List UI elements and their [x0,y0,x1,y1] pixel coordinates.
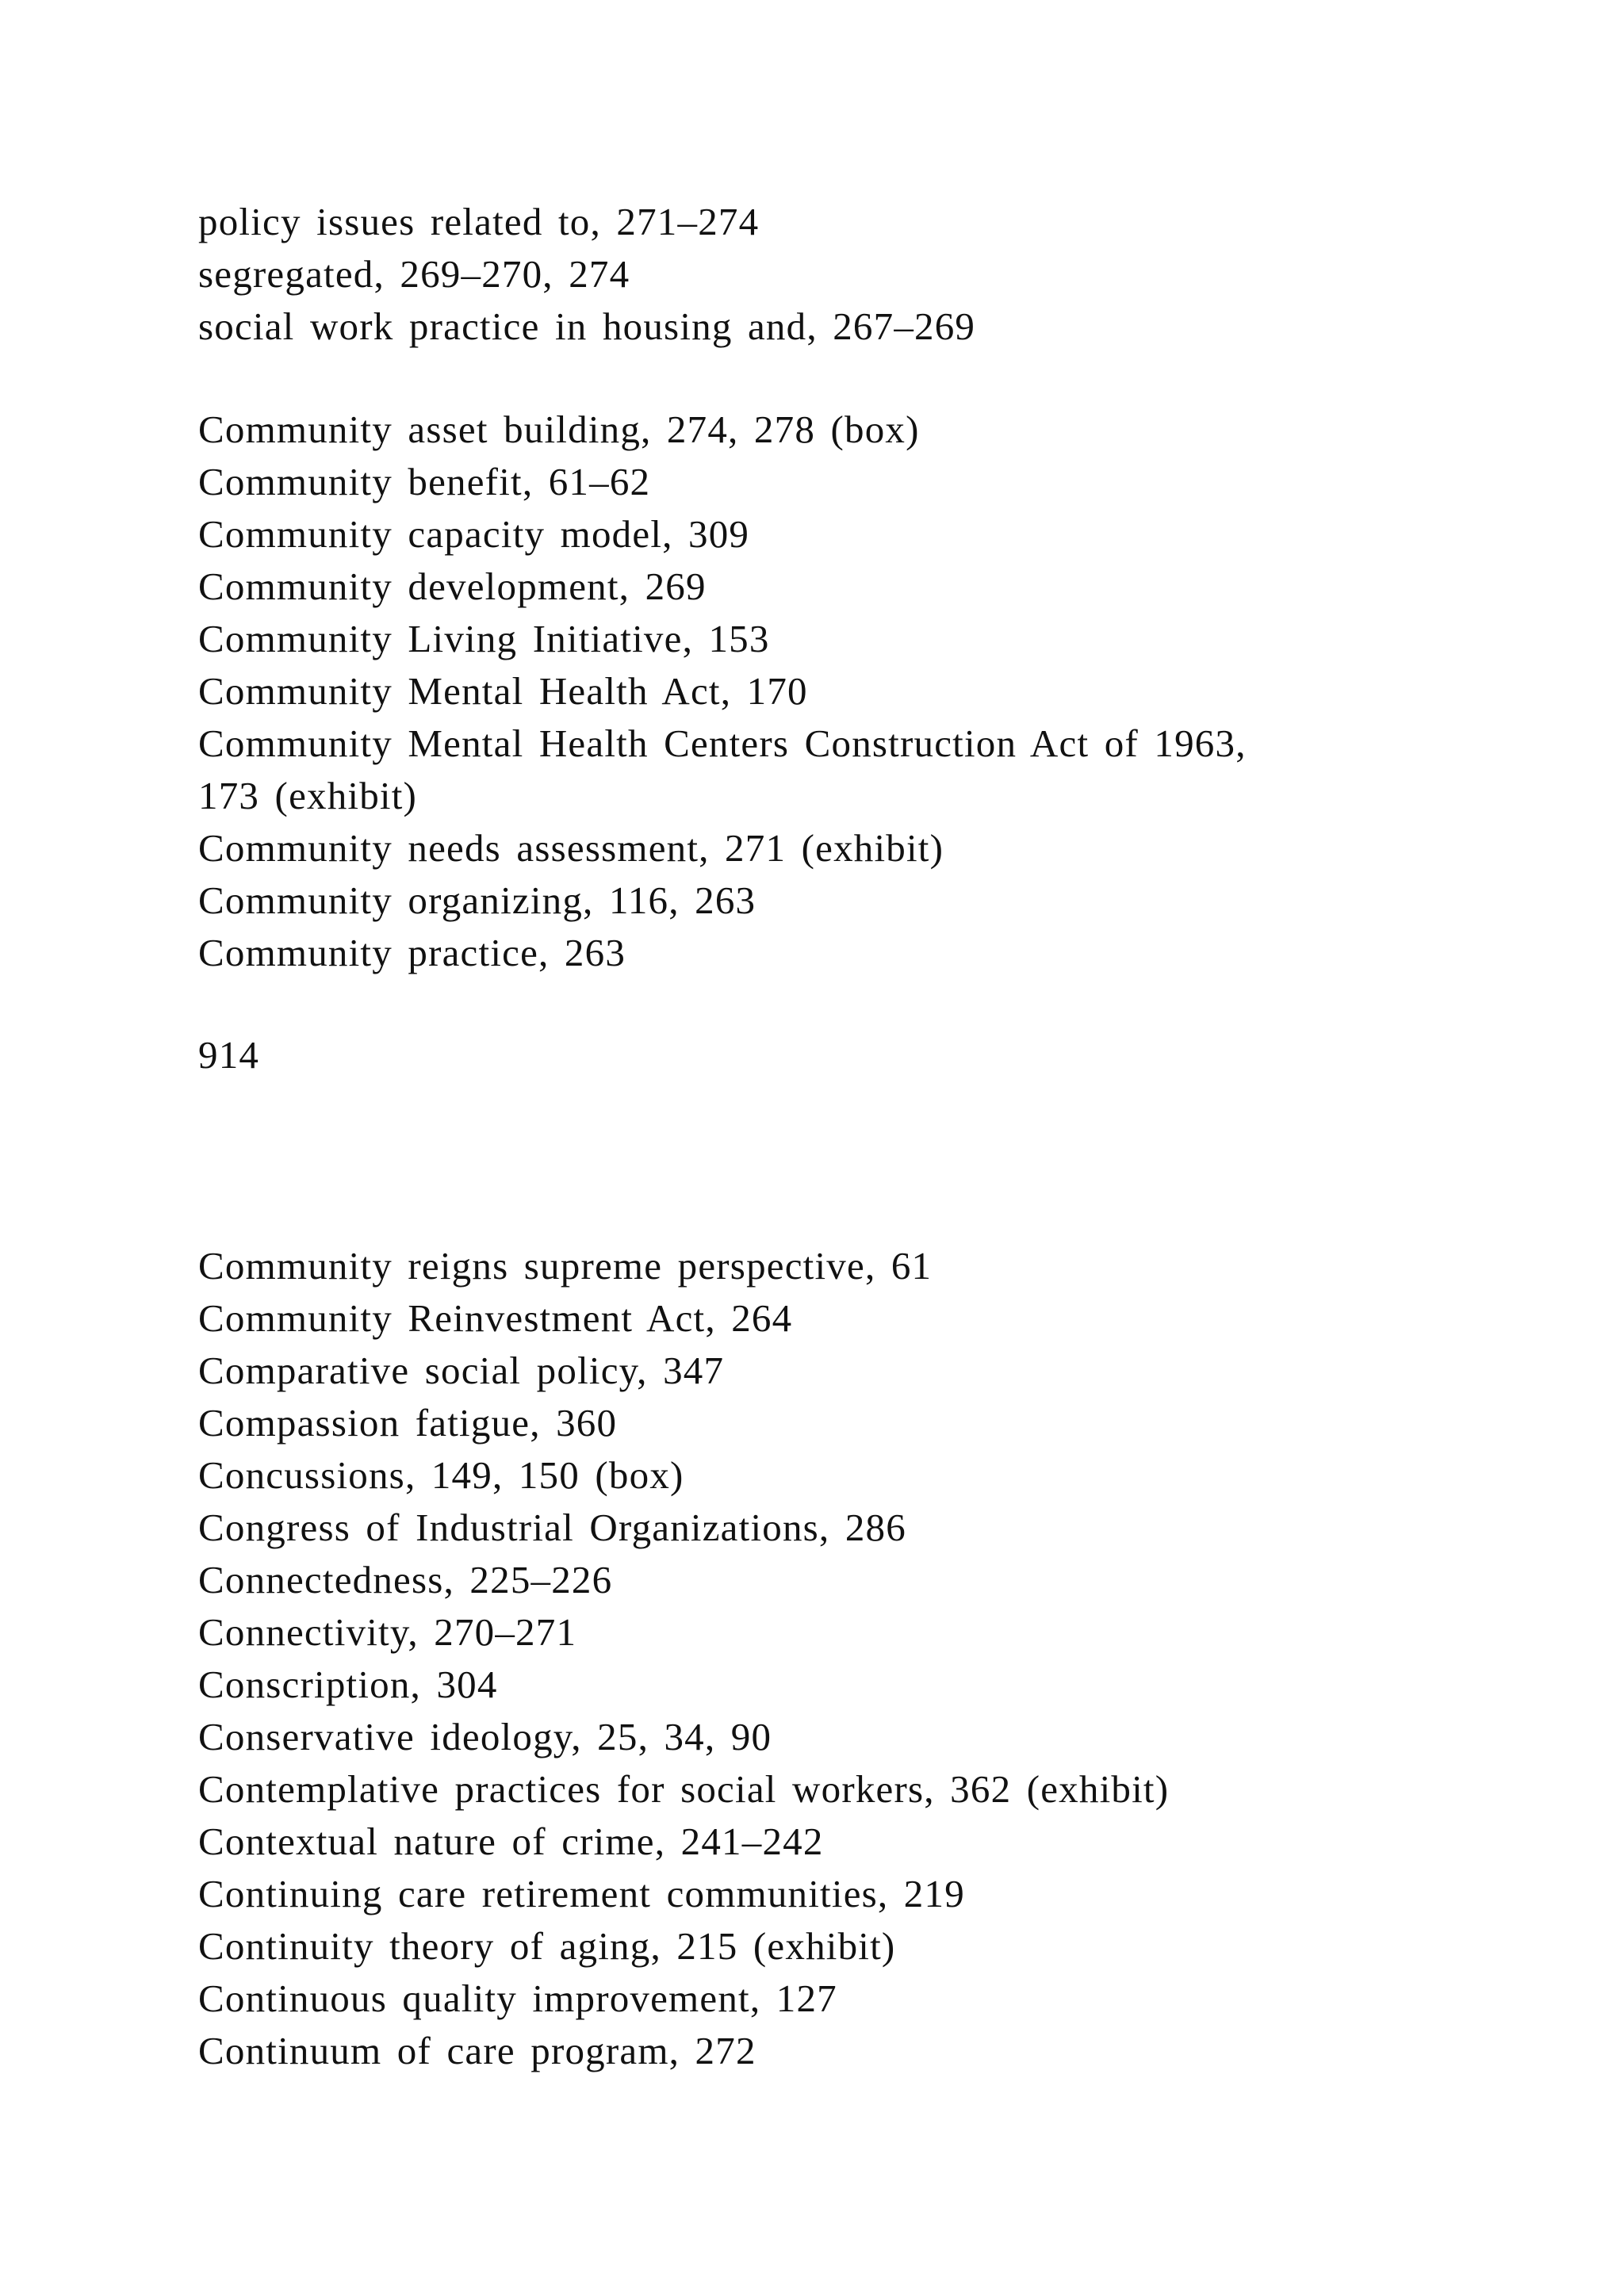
page-number [198,1029,1546,1081]
index-entry: Comparative social policy, 347 [198,1349,725,1392]
index-entry: Continuous quality improvement, 127 [198,1976,837,2020]
index-entry: social work practice in housing and, 267–269 [198,304,976,348]
index-entry: Community Reinvestment Act, 264 [198,1296,793,1340]
index-entry: Community Mental Health Centers Construction Act of 1963, [198,721,1247,765]
index-entry: Contextual nature of crime, 241–242 [198,1820,824,1863]
index-entry: Community Living Initiative, 153 [198,617,770,660]
index-entry: Community practice, 263 [198,931,626,974]
index-entry: Contemplative practices for social workers, 362 (exhibit) [198,1767,1170,1811]
index-block-continuation [198,196,1546,353]
index-block-community [198,404,1546,979]
index-entry: Concussions, 149, 150 (box) [198,1453,684,1497]
index-entry: Community reigns supreme perspective, 61 [198,1244,933,1288]
index-entry: Conscription, 304 [198,1663,498,1706]
index-block-com-con [198,1240,1546,2077]
index-entry: Continuum of care program, 272 [198,2029,756,2072]
index-entry: Community asset building, 274, 278 (box) [198,408,920,451]
index-entry: Continuity theory of aging, 215 (exhibit) [198,1924,896,1968]
index-entry: Community needs assessment, 271 (exhibit) [198,826,944,870]
index-entry: Community benefit, 61–62 [198,460,651,503]
index-entry: Continuing care retirement communities, 219 [198,1872,965,1915]
index-entry: Congress of Industrial Organizations, 286 [198,1506,906,1549]
index-entry: Community organizing, 116, 263 [198,878,756,922]
index-entry: Community development, 269 [198,564,707,608]
index-entry: Connectivity, 270–271 [198,1610,577,1654]
index-entry: segregated, 269–270, 274 [198,252,630,296]
index-entry: Conservative ideology, 25, 34, 90 [198,1715,772,1758]
index-entry: Connectedness, 225–226 [198,1558,613,1601]
index-entry: Compassion fatigue, 360 [198,1401,618,1445]
index-entry: Community Mental Health Act, 170 [198,669,808,713]
index-entry-continuation: 173 (exhibit) [198,774,418,817]
index-entry: policy issues related to, 271–274 [198,200,760,243]
page-number-text: 914 [198,1033,260,1077]
index-entry: Community capacity model, 309 [198,512,750,556]
